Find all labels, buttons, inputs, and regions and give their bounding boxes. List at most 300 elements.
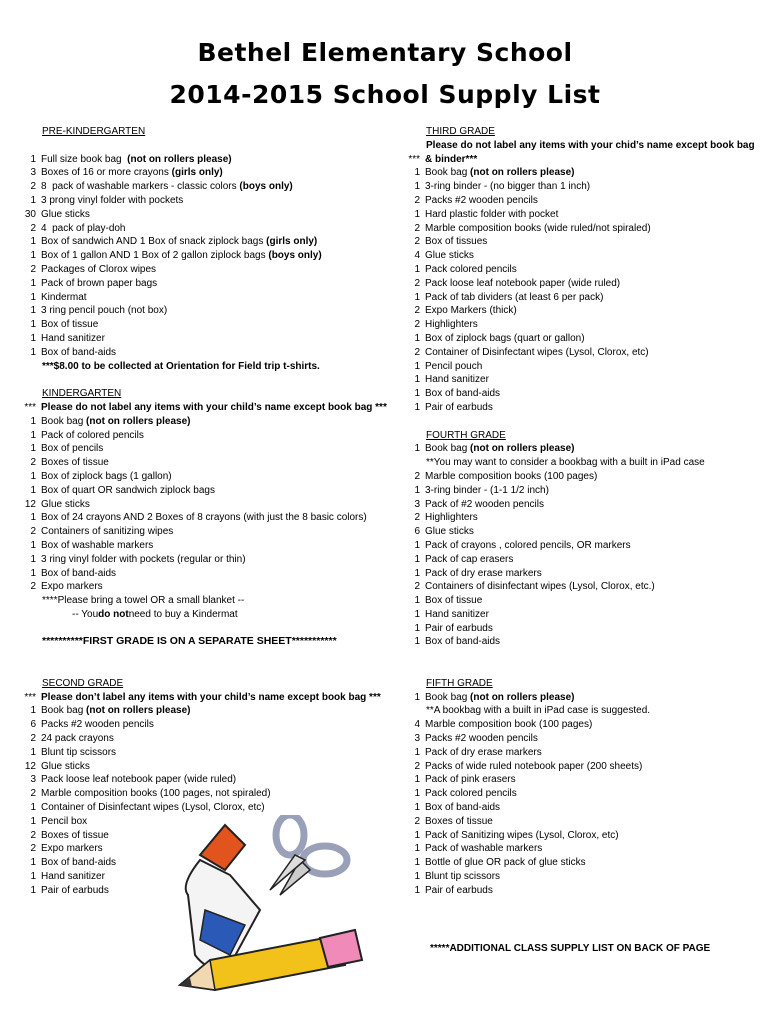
supply-item — [406, 691, 756, 705]
item-label: Pack of cap erasers — [425, 553, 514, 565]
note-line — [406, 704, 756, 718]
item-text — [36, 263, 156, 277]
item-label: Packs of wide ruled notebook paper (200 sheets) — [425, 760, 643, 772]
item-quantity: 1 — [414, 443, 420, 455]
item-label: Pack of crayons , colored pencils, OR markers — [425, 539, 631, 551]
supply-item — [406, 304, 756, 318]
supply-item — [22, 511, 412, 525]
spacer — [406, 649, 756, 663]
item-quantity: 1 — [414, 857, 420, 869]
item-quantity: 2 — [414, 194, 420, 206]
item-text — [420, 732, 538, 746]
item-quantity: 1 — [30, 429, 36, 441]
item-quantity: 1 — [414, 595, 420, 607]
item-label: Boxes of tissue — [41, 829, 109, 841]
item-quantity: 1 — [30, 332, 36, 344]
item-text — [420, 870, 500, 884]
supply-item — [406, 153, 756, 167]
item-text — [36, 567, 116, 581]
item-text — [420, 884, 493, 898]
supply-item — [22, 498, 412, 512]
supply-item — [22, 304, 412, 318]
supply-item — [22, 415, 412, 429]
item-label: Glue sticks — [41, 498, 90, 510]
item-label: Glue sticks — [41, 208, 90, 220]
section-heading — [406, 429, 756, 443]
item-label: Pack of Sanitizing wipes (Lysol, Clorox, etc) — [425, 829, 619, 841]
item-text — [36, 842, 103, 856]
supply-item — [22, 208, 412, 222]
item-label: Pack of pink erasers — [425, 774, 516, 786]
spacer — [22, 373, 412, 387]
item-text — [420, 567, 542, 581]
item-text — [420, 842, 542, 856]
scissors-icon — [270, 815, 347, 895]
item-label: Pair of earbuds — [425, 622, 493, 634]
supply-item — [406, 484, 756, 498]
item-quantity: 1 — [414, 788, 420, 800]
item-label: 3-ring binder - (no bigger than 1 inch) — [425, 181, 591, 193]
supply-item — [406, 842, 756, 856]
item-text — [36, 773, 236, 787]
note-line — [406, 139, 756, 153]
item-label: 3 ring vinyl folder with pockets (regular or thin) — [41, 553, 246, 565]
item-text — [36, 801, 265, 815]
supply-item — [406, 401, 756, 415]
item-text — [36, 235, 317, 249]
item-label: Box of quart OR sandwich ziplock bags — [41, 484, 215, 496]
item-text — [36, 691, 381, 705]
item-quantity: 2 — [414, 346, 420, 358]
supply-item — [22, 263, 412, 277]
item-quantity: 1 — [30, 815, 36, 827]
supply-item — [406, 870, 756, 884]
item-quantity: 6 — [414, 526, 420, 538]
item-label: Marble composition books (100 pages) — [425, 470, 598, 482]
item-label: 3 prong vinyl folder with pockets — [41, 194, 184, 206]
item-label: Bottle of glue OR pack of glue sticks — [425, 857, 586, 869]
item-label: Glue sticks — [425, 526, 474, 538]
supply-item — [406, 773, 756, 787]
section-heading — [406, 125, 756, 139]
item-text — [420, 773, 516, 787]
item-text — [420, 829, 619, 843]
item-text — [420, 346, 649, 360]
item-quantity: 1 — [414, 691, 420, 703]
item-quantity: 1 — [414, 332, 420, 344]
item-text — [420, 525, 474, 539]
item-quantity: 1 — [414, 622, 420, 634]
item-quantity: 1 — [30, 291, 36, 303]
item-quantity: 2 — [414, 319, 420, 331]
note-pre: -- You — [72, 608, 99, 620]
item-quantity: 1 — [30, 802, 36, 814]
item-label: Pair of earbuds — [425, 884, 493, 896]
item-quantity: 1 — [30, 277, 36, 289]
item-label: Blunt tip scissors — [425, 871, 501, 883]
item-label: 24 pack crayons — [41, 733, 114, 745]
item-label: Hand sanitizer — [425, 608, 489, 620]
supply-item — [406, 194, 756, 208]
supply-item — [22, 166, 412, 180]
item-label: Packs #2 wooden pencils — [425, 194, 538, 206]
item-quantity: 1 — [30, 346, 36, 358]
item-text — [36, 442, 103, 456]
supply-item — [22, 401, 412, 415]
item-label: Hand sanitizer — [41, 871, 105, 883]
supply-item — [22, 222, 412, 236]
item-emphasis: Please don’t label any items with your child’s name except book bag *** — [41, 691, 381, 703]
item-quantity: 2 — [414, 222, 420, 234]
supply-item — [406, 580, 756, 594]
item-emphasis: & binder*** — [425, 153, 478, 165]
item-text — [36, 415, 191, 429]
item-quantity: 3 — [30, 167, 36, 179]
item-quantity: 1 — [30, 857, 36, 869]
item-quantity: 1 — [414, 636, 420, 648]
item-text — [420, 401, 493, 415]
item-text — [36, 222, 126, 236]
note-text: ****Please bring a towel OR a small blanket -- — [42, 595, 245, 607]
item-text — [36, 787, 271, 801]
item-text — [36, 401, 387, 415]
item-text — [420, 166, 575, 180]
item-text — [36, 884, 109, 898]
note-bold: Please do not label any items with your chid’s name except book bag — [426, 139, 755, 151]
item-label: Boxes of tissue — [425, 815, 493, 827]
section-heading — [406, 677, 756, 691]
item-text — [36, 470, 172, 484]
item-quantity: 1 — [414, 291, 420, 303]
item-quantity: 2 — [30, 526, 36, 538]
item-quantity: 1 — [414, 553, 420, 565]
spacer — [22, 622, 412, 636]
item-label: Box of ziplock bags (1 gallon) — [41, 470, 172, 482]
item-label: Book bag — [425, 691, 471, 703]
item-text — [36, 525, 173, 539]
item-quantity: 1 — [30, 553, 36, 565]
item-text — [420, 787, 517, 801]
item-quantity: 2 — [30, 263, 36, 275]
item-text — [420, 332, 585, 346]
item-quantity: 2 — [414, 512, 420, 524]
supply-item — [406, 387, 756, 401]
item-text — [420, 746, 542, 760]
item-text — [36, 346, 116, 360]
item-quantity: 1 — [30, 567, 36, 579]
item-text — [36, 760, 90, 774]
item-quantity: 30 — [24, 208, 36, 220]
supply-item — [406, 856, 756, 870]
supply-item — [22, 318, 412, 332]
item-quantity: 12 — [24, 760, 36, 772]
note-line — [22, 594, 412, 608]
supply-item — [22, 580, 412, 594]
item-quantity: *** — [24, 401, 36, 413]
item-emphasis: (not on rollers please) — [470, 443, 575, 455]
note-line — [406, 456, 756, 470]
item-quantity: 12 — [24, 498, 36, 510]
spacer — [22, 139, 412, 153]
supply-item — [406, 166, 756, 180]
item-label: Expo markers — [41, 843, 103, 855]
item-text — [36, 304, 167, 318]
supply-item — [406, 815, 756, 829]
first-grade-banner — [22, 635, 412, 649]
section-heading — [22, 125, 412, 139]
item-quantity: 1 — [414, 401, 420, 413]
item-label: Box of tissue — [41, 319, 99, 331]
item-quantity: 1 — [414, 829, 420, 841]
item-quantity: 1 — [30, 153, 36, 165]
section-heading — [22, 677, 412, 691]
note-line — [22, 608, 412, 622]
section-heading-text: FOURTH GRADE — [426, 429, 506, 441]
left-column — [22, 125, 412, 898]
item-text — [420, 760, 642, 774]
item-label: Hand sanitizer — [41, 332, 105, 344]
item-label: Pack of #2 wooden pencils — [425, 498, 544, 510]
item-emphasis: (girls only) — [266, 236, 318, 248]
item-text — [36, 856, 116, 870]
supply-item — [406, 760, 756, 774]
item-label: Marble composition books (wide ruled/not spiraled) — [425, 222, 651, 234]
footer-note: *****ADDITIONAL CLASS SUPPLY LIST ON BACK OF PAGE — [430, 943, 711, 954]
item-label: Pack colored pencils — [425, 263, 517, 275]
item-text — [36, 580, 103, 594]
item-text — [36, 166, 223, 180]
item-label: Packs #2 wooden pencils — [41, 719, 154, 731]
item-quantity: 2 — [30, 843, 36, 855]
item-label: Box of band-aids — [425, 802, 501, 814]
item-text — [420, 442, 575, 456]
item-quantity: 2 — [30, 581, 36, 593]
item-quantity: 6 — [30, 719, 36, 731]
item-quantity: 1 — [414, 884, 420, 896]
supply-item — [406, 539, 756, 553]
supply-item — [22, 442, 412, 456]
item-quantity: 1 — [414, 374, 420, 386]
item-text — [420, 691, 575, 705]
item-label: Box of band-aids — [425, 636, 501, 648]
item-quantity: 1 — [414, 608, 420, 620]
item-label: Container of Disinfectant wipes (Lysol, Clorox, etc) — [41, 802, 265, 814]
item-quantity: 1 — [414, 774, 420, 786]
item-label: Pack of dry erase markers — [425, 746, 542, 758]
item-text — [36, 429, 144, 443]
supply-item — [406, 318, 756, 332]
item-text — [36, 484, 215, 498]
item-text — [420, 291, 603, 305]
item-label: Box of tissues — [425, 236, 488, 248]
item-quantity: 1 — [30, 705, 36, 717]
section-heading-text: FIFTH GRADE — [426, 677, 493, 689]
section-heading — [22, 387, 412, 401]
spacer — [22, 649, 412, 663]
item-text — [420, 249, 474, 263]
item-quantity: 2 — [414, 470, 420, 482]
item-label: 3-ring binder - (1-1 1/2 inch) — [425, 484, 549, 496]
item-quantity: 1 — [30, 194, 36, 206]
item-label: Blunt tip scissors — [41, 746, 117, 758]
item-label: Pack of brown paper bags — [41, 277, 158, 289]
section-heading-text: SECOND GRADE — [42, 677, 124, 689]
item-quantity: 1 — [414, 802, 420, 814]
item-label: Box of 1 gallon AND 1 Box of 2 gallon ziplock bags — [41, 250, 269, 262]
item-label: Expo Markers (thick) — [425, 305, 517, 317]
item-quantity: *** — [408, 153, 420, 165]
item-text — [420, 263, 517, 277]
item-quantity: 2 — [414, 305, 420, 317]
item-emphasis: (boys only) — [268, 250, 322, 262]
item-text — [36, 815, 87, 829]
item-quantity: 1 — [30, 871, 36, 883]
item-quantity: 1 — [414, 567, 420, 579]
supply-item — [22, 235, 412, 249]
supply-item — [22, 760, 412, 774]
supply-item — [22, 718, 412, 732]
supply-item — [406, 746, 756, 760]
item-label: Glue sticks — [425, 250, 474, 262]
item-quantity: 1 — [30, 236, 36, 248]
item-label: Pencil box — [41, 815, 88, 827]
item-text — [420, 594, 482, 608]
item-text — [420, 318, 478, 332]
item-text — [420, 222, 651, 236]
supply-item — [406, 442, 756, 456]
note-bold: do not — [98, 608, 129, 620]
supply-item — [406, 263, 756, 277]
item-label: Pack loose leaf notebook paper (wide ruled) — [425, 277, 621, 289]
supply-item — [406, 635, 756, 649]
supply-item — [406, 498, 756, 512]
note-post: need to buy a Kindermat — [128, 608, 238, 620]
item-quantity: 1 — [30, 415, 36, 427]
item-emphasis: (not on rollers please) — [86, 705, 191, 717]
item-label: Hard plastic folder with pocket — [425, 208, 559, 220]
item-text — [36, 704, 191, 718]
item-label: Highlighters — [425, 319, 478, 331]
banner-text: **********FIRST GRADE IS ON A SEPARATE SHEET*********** — [42, 635, 337, 648]
item-quantity: 2 — [30, 829, 36, 841]
item-label: Hand sanitizer — [425, 374, 489, 386]
item-text — [420, 801, 500, 815]
note-bold: ***$8.00 to be collected at Orientation for Field trip t-shirts. — [42, 360, 320, 372]
item-label: 8 pack of washable markers - classic colors — [41, 181, 240, 193]
section-heading-text: PRE-KINDERGARTEN — [42, 126, 146, 137]
item-quantity: 2 — [30, 457, 36, 469]
item-quantity: 4 — [414, 250, 420, 262]
supply-item — [22, 277, 412, 291]
item-text — [420, 815, 493, 829]
school-supplies-clipart — [170, 815, 370, 1015]
supply-item — [406, 608, 756, 622]
item-text — [36, 332, 105, 346]
spacer — [406, 415, 756, 429]
item-quantity: 2 — [414, 815, 420, 827]
supply-item — [406, 332, 756, 346]
item-text — [420, 580, 655, 594]
supply-item — [22, 194, 412, 208]
supply-item — [22, 539, 412, 553]
note-text: **You may want to consider a bookbag with a built in iPad case — [426, 457, 705, 469]
supply-item — [406, 291, 756, 305]
item-label: 3 ring pencil pouch (not box) — [41, 305, 168, 317]
supply-item — [22, 567, 412, 581]
item-label: Box of sandwich AND 1 Box of snack ziplock bags — [41, 236, 267, 248]
item-emphasis: (girls only) — [171, 167, 223, 179]
supply-item — [406, 801, 756, 815]
supply-item — [22, 773, 412, 787]
item-label: Glue sticks — [41, 760, 90, 772]
item-text — [420, 608, 489, 622]
supply-item — [406, 360, 756, 374]
item-text — [36, 318, 98, 332]
item-label: Book bag — [41, 705, 87, 717]
spacer — [22, 663, 412, 677]
item-quantity: 2 — [414, 277, 420, 289]
supply-item — [22, 249, 412, 263]
item-label: Box of pencils — [41, 443, 104, 455]
item-quantity: 2 — [30, 222, 36, 234]
item-text — [36, 539, 153, 553]
item-label: Book bag — [425, 167, 471, 179]
supply-item — [406, 553, 756, 567]
item-quantity: 1 — [30, 884, 36, 896]
supply-item — [406, 373, 756, 387]
item-quantity: 1 — [414, 539, 420, 551]
item-text — [420, 360, 482, 374]
item-quantity: 1 — [30, 484, 36, 496]
glue-bottle-icon — [186, 825, 260, 968]
item-quantity: 1 — [30, 305, 36, 317]
item-label: Pack of colored pencils — [41, 429, 144, 441]
supply-item — [22, 332, 412, 346]
item-text — [420, 194, 538, 208]
item-text — [36, 732, 114, 746]
item-text — [420, 208, 558, 222]
item-quantity: 1 — [414, 871, 420, 883]
item-label: 4 pack of play-doh — [41, 222, 126, 234]
supply-item — [406, 829, 756, 843]
item-quantity: 1 — [30, 512, 36, 524]
supply-item — [22, 470, 412, 484]
item-quantity: 1 — [414, 484, 420, 496]
item-quantity: 2 — [30, 788, 36, 800]
item-quantity: 1 — [30, 250, 36, 262]
item-quantity: 1 — [414, 360, 420, 372]
item-emphasis: (boys only) — [239, 181, 293, 193]
item-label: Box of band-aids — [41, 346, 117, 358]
item-label: Packages of Clorox wipes — [41, 263, 157, 275]
item-label: Box of 24 crayons AND 2 Boxes of 8 crayons (with just the 8 basic colors) — [41, 512, 367, 524]
supply-item — [22, 525, 412, 539]
supply-item — [406, 346, 756, 360]
item-label: Container of Disinfectant wipes (Lysol, Clorox, etc) — [425, 346, 649, 358]
item-emphasis: (not on rollers please) — [86, 415, 191, 427]
item-text — [36, 498, 90, 512]
item-quantity: 3 — [30, 774, 36, 786]
item-label: Expo markers — [41, 581, 103, 593]
item-text — [420, 180, 590, 194]
item-label: Containers of sanitizing wipes — [41, 526, 174, 538]
supply-item — [406, 180, 756, 194]
item-label: Full size book bag — [41, 153, 128, 165]
item-quantity: 2 — [30, 733, 36, 745]
item-label: Marble composition books (100 pages, not spiraled) — [41, 788, 271, 800]
item-label: Pack of washable markers — [425, 843, 543, 855]
item-text — [420, 153, 477, 167]
